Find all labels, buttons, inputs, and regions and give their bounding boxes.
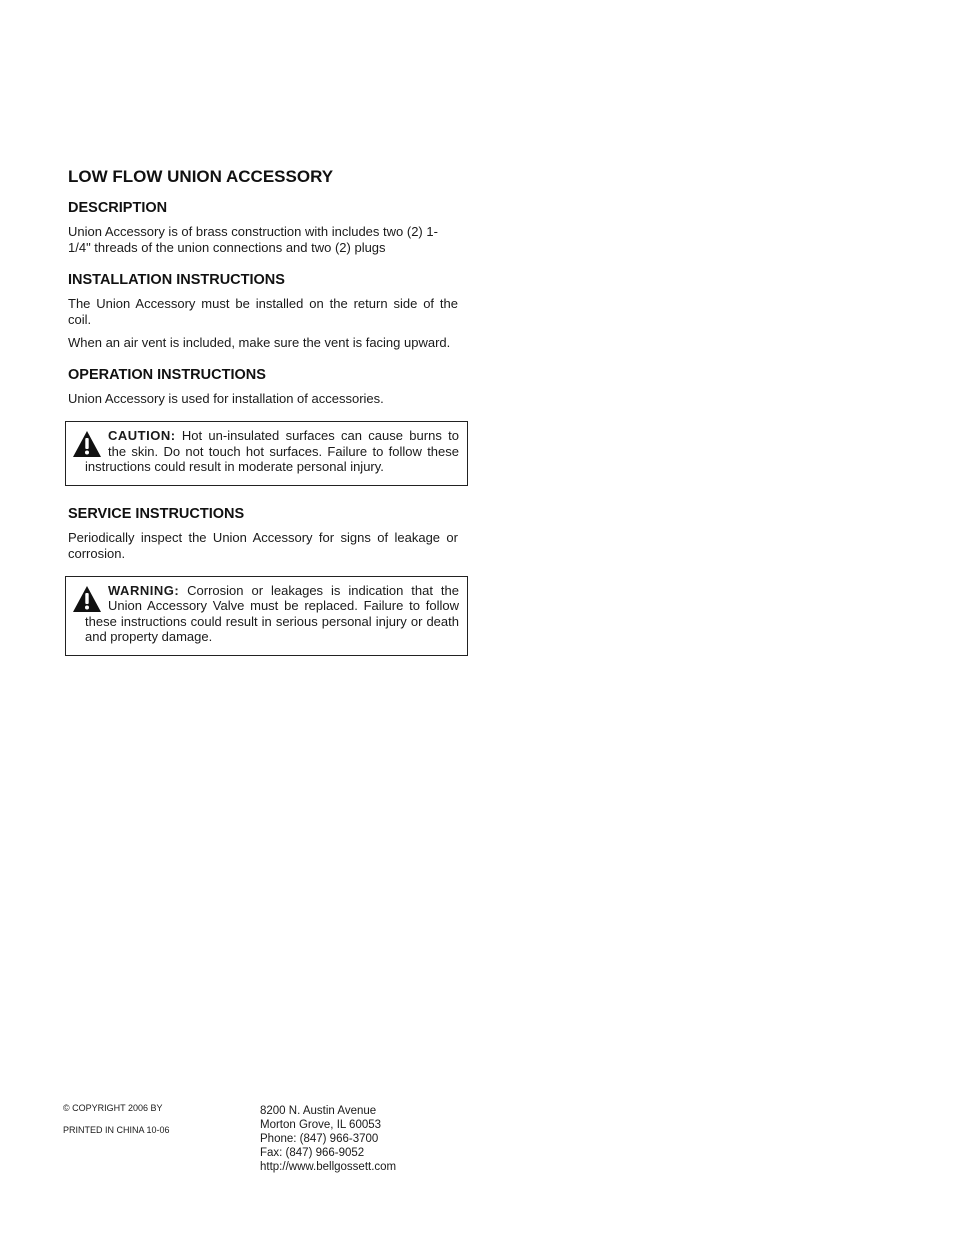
installation-heading: INSTALLATION INSTRUCTIONS [68,272,285,288]
service-section [68,504,458,562]
installation-paragraph: When an air vent is included, make sure the vent is facing upward. [68,335,451,350]
footer-legal [63,1103,170,1147]
caution-label: CAUTION: [108,428,176,443]
service-text: Periodically inspect the Union Accessory for signs of leakage or corrosion. [68,529,458,561]
warning-triangle-icon [72,430,102,458]
description-section [68,198,458,256]
address-line: Morton Grove, IL 60053 [260,1119,382,1131]
page-title: LOW FLOW UNION ACCESSORY [68,167,334,186]
caution-body: Hot un-insulated surfaces can cause burns to the skin. Do not touch hot surfaces. Failure to follow these instructions could result in moderate personal injury. [85,428,459,474]
warning-body: Corrosion or leakages is indication that the Union Accessory Valve must be replaced. Failure to follow these instructions could result in serious personal injury or death and property damage. [85,582,459,644]
installation-section [68,270,458,351]
service-heading: SERVICE INSTRUCTIONS [68,505,245,522]
warning-text [85,583,459,645]
fax-line: Fax: (847) 966-9052 [260,1147,365,1159]
description-heading: DESCRIPTION [68,200,168,216]
operation-heading: OPERATION INSTRUCTIONS [68,367,266,383]
caution-box [65,421,468,486]
printed-text: PRINTED IN CHINA 10-06 [63,1125,170,1135]
operation-section [68,365,458,407]
description-text: Union Accessory is of brass construction with includes two (2) 1-1/4" threads of the union connections and two (2) plugs [68,224,438,255]
phone-line: Phone: (847) 966-3700 [260,1133,379,1145]
footer-address [260,1104,396,1174]
warning-label: WARNING: [108,582,180,598]
website-link[interactable]: http://www.bellgossett.com [260,1161,397,1173]
warning-triangle-icon [72,585,102,613]
main-column [68,166,458,674]
copyright-text: © COPYRIGHT 2006 BY [63,1103,163,1113]
caution-text [85,428,459,475]
installation-paragraph: The Union Accessory must be installed on the return side of the coil. [68,296,458,327]
address-line: 8200 N. Austin Avenue [260,1105,377,1117]
operation-text: Union Accessory is used for installation of accessories. [68,391,384,406]
warning-box [65,576,468,656]
